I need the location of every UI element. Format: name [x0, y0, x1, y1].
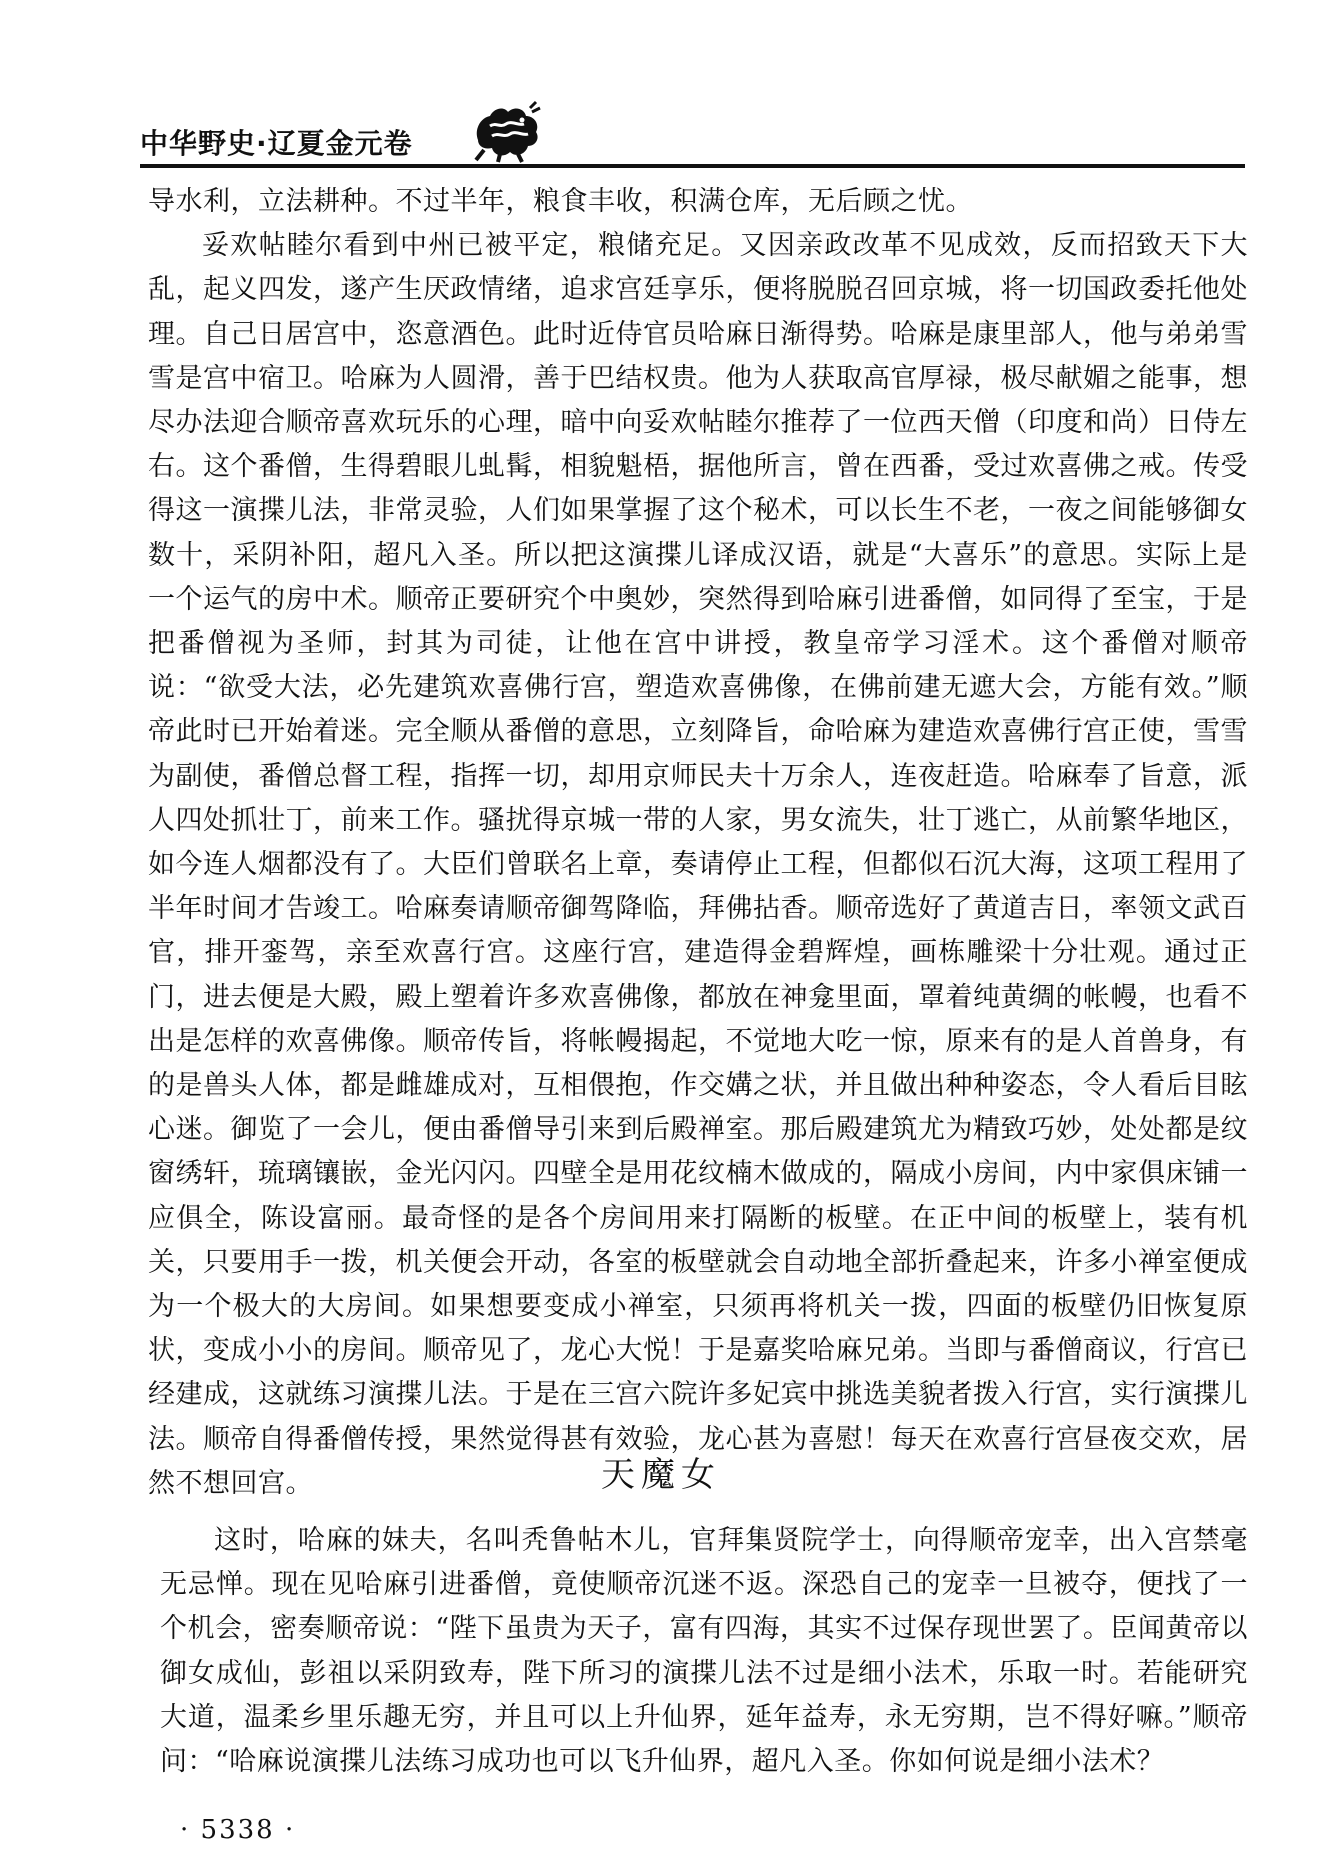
- paragraph: 这时，哈麻的妹夫，名叫秃鲁帖木儿，官拜集贤院学士，向得顺帝宠幸，出入宫禁毫无忌惮。现在见哈麻引进番僧，竟使顺帝沉迷不返。深恐自己的宠幸一旦被夺，便找了一个机会，密奏顺帝说：“陛下虽贵为天子，富有四海，其实不过保存现世罢了。臣闻黄帝以御女成仙，彭祖以采阴致寿，陛下所习的演揲儿法不过是细小法术，乐取一时。若能研究大道，温柔乡里乐趣无穷，并且可以上升仙界，延年益寿，永无穷期，岂不得好嘛。”顺帝问：“哈麻说演揲儿法练习成功也可以飞升仙界，超凡入圣。你如何说是细小法术？: [160, 1525, 1248, 1778]
- paragraph: 妥欢帖睦尔看到中州已被平定，粮储充足。又因亲政改革不见成效，反而招致天下大乱，起义四发，遂产生厌政情绪，追求宫廷享乐，便将脱脱召回京城，将一切国政委托他处理。自己日居宫中，恣意酒色。此时近侍官员哈麻日渐得势。哈麻是康里部人，他与弟弟雪雪是宫中宿卫。哈麻为人圆滑，善于巴结权贵。他为人获取高官厚禄，极尽献媚之能事，想尽办法迎合顺帝喜欢玩乐的心理，暗中向妥欢帖睦尔推荐了一位西天僧（印度和尚）日侍左右。这个番僧，生得碧眼儿虬髯，相貌魁梧，据他所言，曾在西番，受过欢喜佛之戒。传受得这一演揲儿法，非常灵验，人们如果掌握了这个秘术，可以长生不老，一夜之间能够御女数十，采阴补阳，超凡入圣。所以把这演揲儿译成汉语，就是“大喜乐”的意思。实际上是一个运气的房中术。顺帝正要研究个中奥妙，突然得到哈麻引进番僧，如同得了至宝，于是把番僧视为圣师，封其为司徒，让他在宫中讲授，教皇帝学习淫术。这个番僧对顺帝说：“欲受大法，必先建筑欢喜佛行宫，塑造欢喜佛像，在佛前建无遮大会，方能有效。”顺帝此时已开始着迷。完全顺从番僧的意思，立刻降旨，命哈麻为建造欢喜佛行宫正使，雪雪为副使，番僧总督工程，指挥一切，却用京师民夫十万余人，连夜赶造。哈麻奉了旨意，派人四处抓壮丁，前来工作。骚扰得京城一带的人家，男女流失，壮丁逃亡，从前繁华地区，如今连人烟都没有了。大臣们曾联名上章，奏请停止工程，但都似石沉大海，这项工程用了半年时间才告竣工。哈麻奏请顺帝御驾降临，拜佛拈香。顺帝选好了黄道吉日，率领文武百官，排开銮驾，亲至欢喜行宫。这座行宫，建造得金碧辉煌，画栋雕梁十分壮观。通过正门，进去便是大殿，殿上塑着许多欢喜佛像，都放在神龛里面，罩着纯黄绸的帐幔，也看不出是怎样的欢喜佛像。顺帝传旨，将帐幔揭起，不觉地大吃一惊，原来有的是人首兽身，有的是兽头人体，都是雌雄成对，互相偎抱，作交媾之状，并且做出种种姿态，令人看后目眩心迷。御览了一会儿，便由番僧导引来到后殿禅室。那后殿建筑尤为精致巧妙，处处都是纹窗绣轩，琉璃镶嵌，金光闪闪。四壁全是用花纹楠木做成的，隔成小房间，内中家俱床铺一应俱全，陈设富丽。最奇怪的是各个房间用来打隔断的板壁。在正中间的板壁上，装有机关，只要用手一拨，机关便会开动，各室的板壁就会自动地全部折叠起来，许多小禅室便成为一个极大的大房间。如果想要变成小禅室，只须再将机关一拨，四面的板壁仍旧恢复原状，变成小小的房间。顺帝见了，龙心大悦！于是嘉奖哈麻兄弟。当即与番僧商议，行宫已经建成，这就练习演揲儿法。于是在三宫六院许多妃宾中挑选美貌者拨入行宫，实行演揲儿法。顺帝自得番僧传授，果然觉得甚有效验，龙心甚为喜慰！每天在欢喜行宫昼夜交欢，居然不想回宫。: [148, 230, 1248, 1499]
- paragraph-continuation: 导水利，立法耕种。不过半年，粮食丰收，积满仓库，无后顾之忧。: [148, 186, 973, 217]
- running-head: [140, 112, 1245, 174]
- section-heading: 天魔女: [601, 1455, 721, 1495]
- running-title: 中华野史·辽夏金元卷: [140, 127, 413, 160]
- section-text: [160, 1519, 1248, 1784]
- page-number: · 5338 ·: [180, 1815, 296, 1845]
- dragon-icon: [470, 100, 544, 164]
- header-rule: [140, 164, 1245, 168]
- main-text: [148, 180, 1248, 1506]
